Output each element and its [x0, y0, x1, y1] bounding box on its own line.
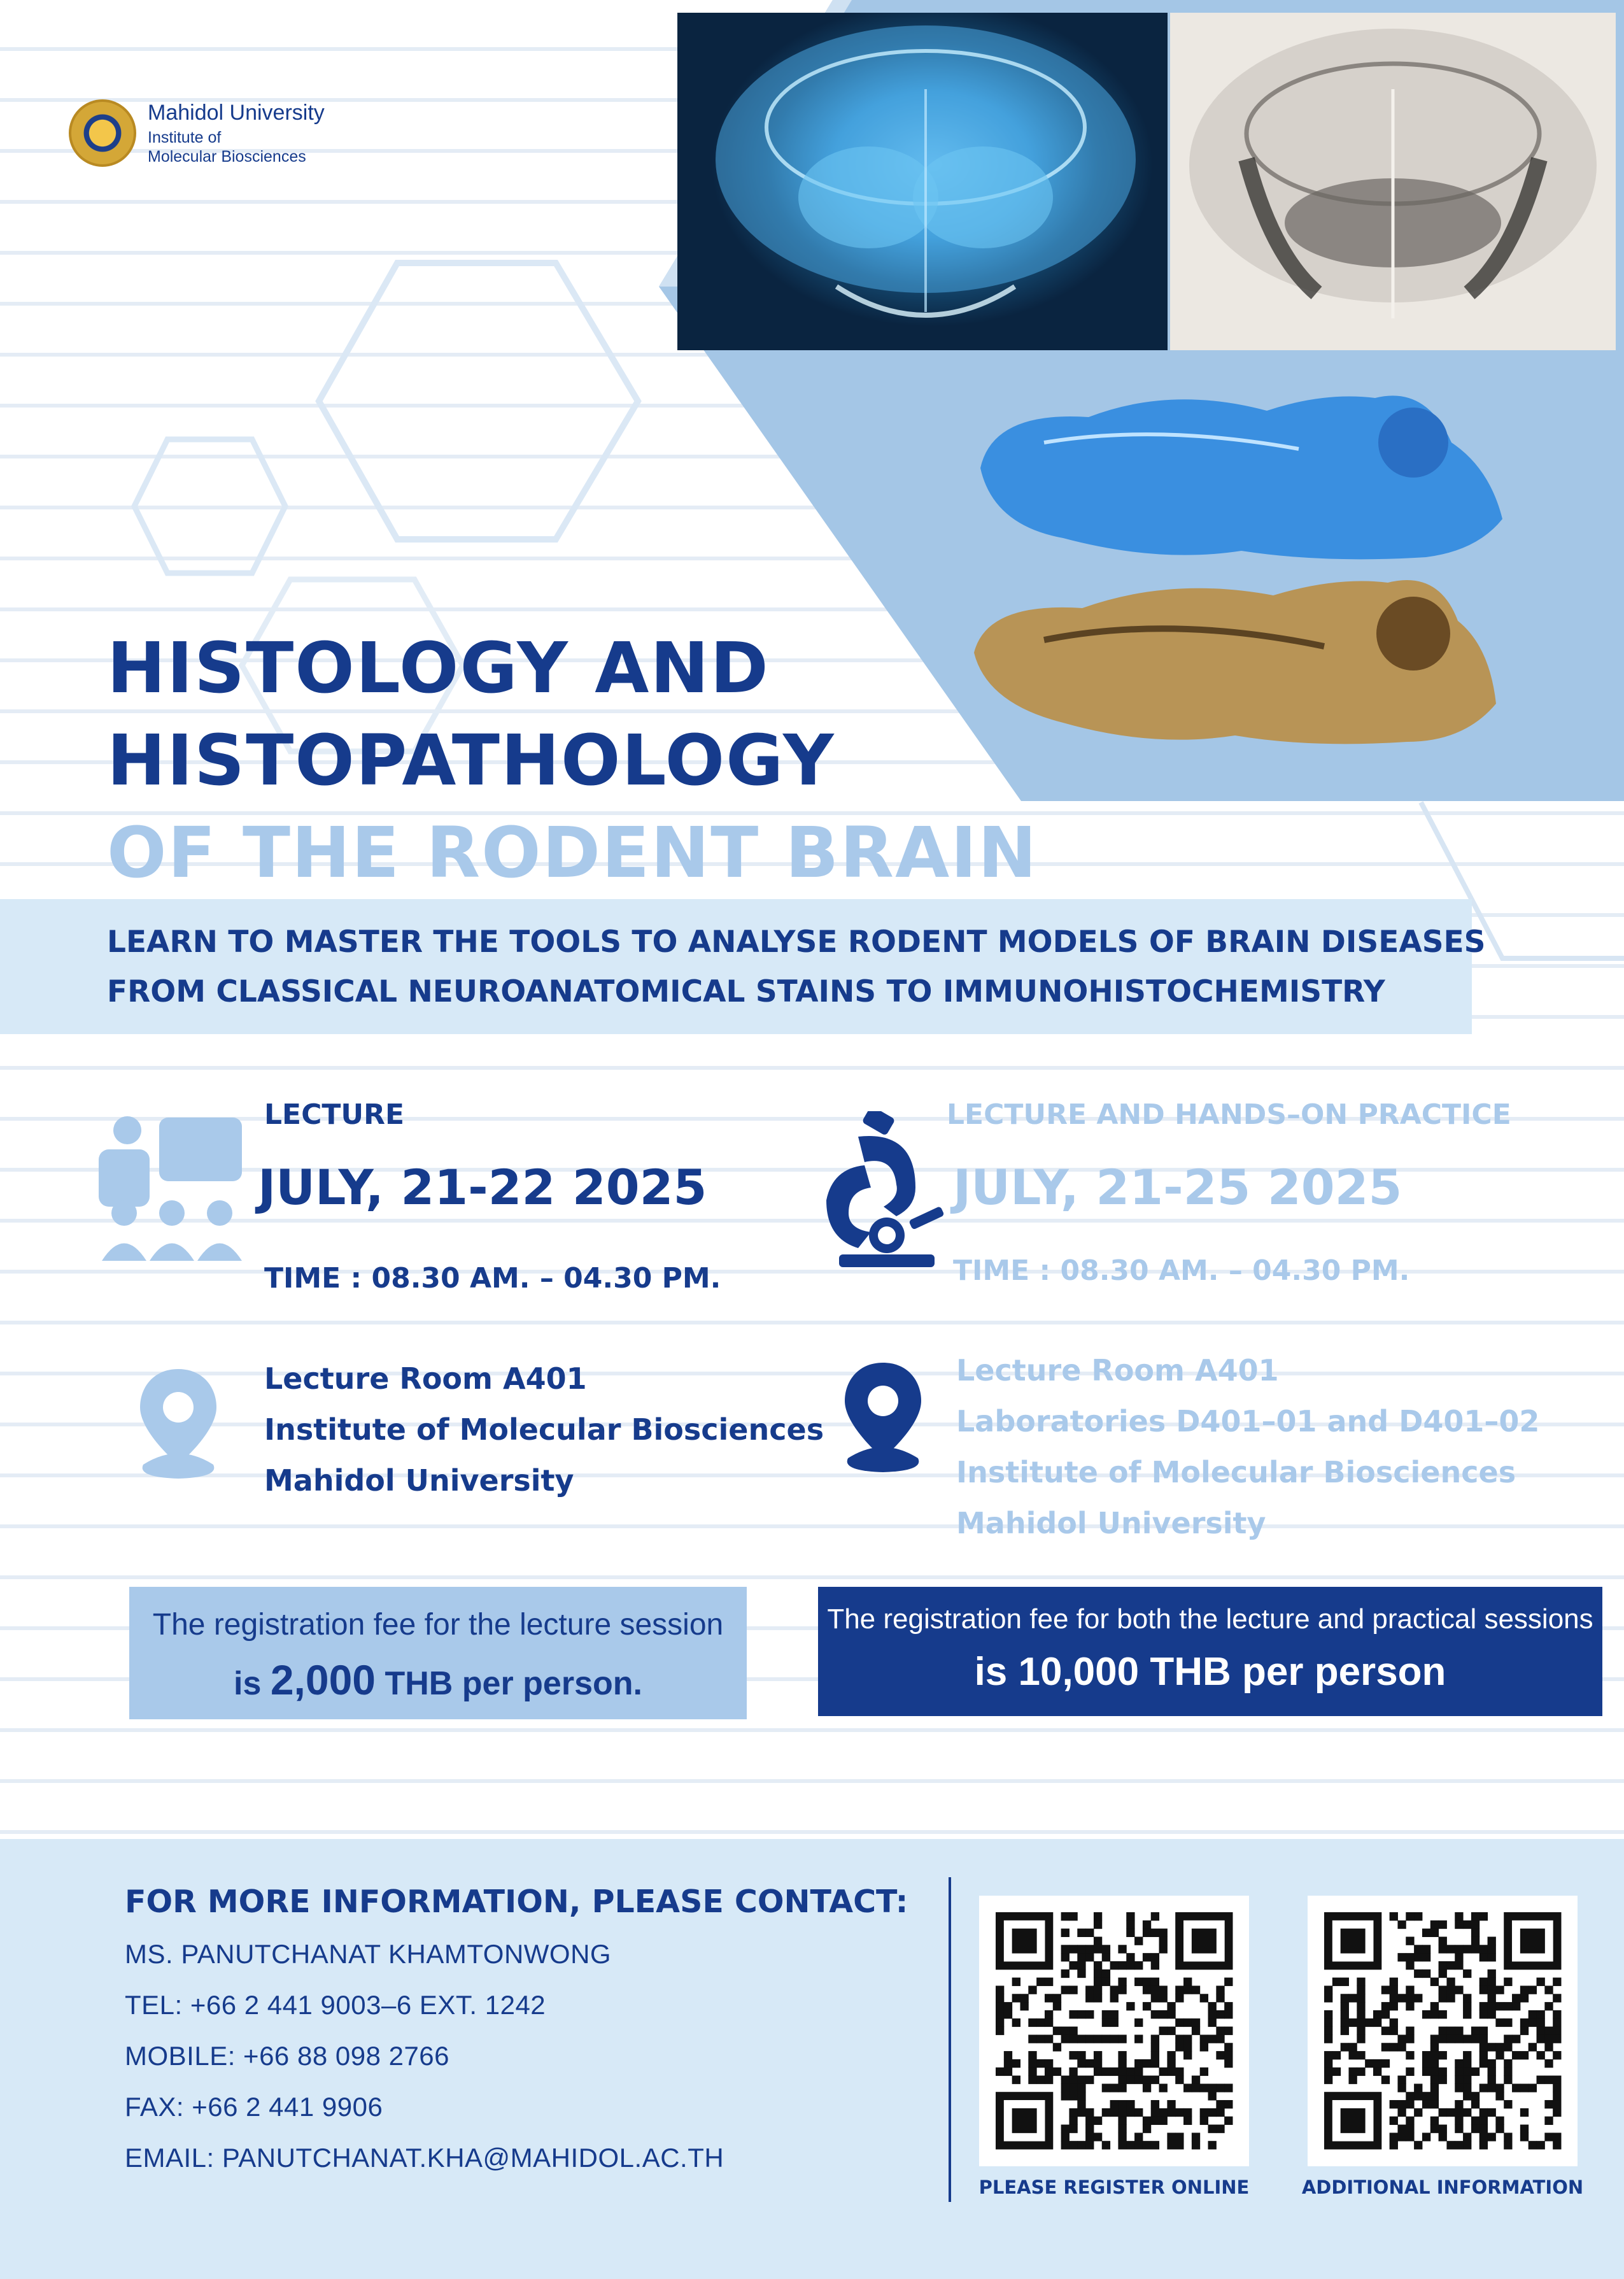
- brain-coronal-stained-image: [1170, 13, 1616, 350]
- lecture-fee-amount: 2,000: [270, 1656, 376, 1703]
- register-qr-caption: PLEASE REGISTER ONLINE: [978, 2176, 1250, 2198]
- practice-location-line: Mahidol University: [956, 1506, 1266, 1540]
- lecture-fee-box: [129, 1587, 747, 1719]
- brain-coronal-fluorescent-image: [677, 13, 1168, 350]
- location-pin-icon: [131, 1369, 226, 1480]
- contact-mobile: MOBILE: +66 88 098 2766: [125, 2041, 450, 2071]
- lecture-location-line: Mahidol University: [264, 1463, 574, 1498]
- contact-email: EMAIL: PANUTCHANAT.KHA@MAHIDOL.AC.TH: [125, 2143, 724, 2173]
- contact-title: FOR MORE INFORMATION, PLEASE CONTACT:: [125, 1884, 908, 1920]
- contact-divider: [949, 1877, 951, 2202]
- lecture-session-date: JULY, 21-22 2025: [258, 1159, 707, 1216]
- practice-session-date: JULY, 21-25 2025: [953, 1159, 1402, 1216]
- contact-name: MS. PANUTCHANAT KHAMTONWONG: [125, 1939, 612, 1969]
- logo-institute-line1: Institute of: [148, 129, 222, 146]
- practice-location-line: Institute of Molecular Biosciences: [956, 1455, 1516, 1489]
- subtitle-line1: LEARN TO MASTER THE TOOLS TO ANALYSE RODENT MODELS OF BRAIN DISEASES: [107, 925, 1486, 960]
- lecture-location-line: Lecture Room A401: [264, 1361, 587, 1396]
- practice-location-line: Laboratories D401–01 and D401–02: [956, 1404, 1540, 1438]
- lecture-fee-suffix: THB per person.: [385, 1665, 642, 1702]
- lecture-fee-amount-line: [129, 1656, 747, 1704]
- presentation-audience-icon: [99, 1111, 245, 1264]
- info-qr-caption: ADDITIONAL INFORMATION: [1301, 2176, 1584, 2198]
- full-fee-description: The registration fee for both the lecture and practical sessions: [827, 1603, 1593, 1635]
- hexagon-outline-large: [319, 263, 638, 539]
- logo-institute-line2: Molecular Biosciences: [148, 148, 306, 166]
- qr-pattern: [1308, 1896, 1578, 2166]
- practice-location-line: Lecture Room A401: [956, 1353, 1279, 1388]
- lecture-session-time: TIME : 08.30 AM. – 04.30 PM.: [264, 1262, 721, 1295]
- contact-fax: FAX: +66 2 441 9906: [125, 2092, 383, 2122]
- logo-university-name: Mahidol University: [148, 101, 325, 125]
- contact-tel: TEL: +66 2 441 9003–6 EXT. 1242: [125, 1990, 546, 2020]
- full-fee-box: [818, 1587, 1602, 1716]
- practice-session-label: LECTURE AND HANDS–ON PRACTICE: [947, 1098, 1511, 1131]
- subtitle-band: [0, 899, 1472, 1034]
- lecture-session-label: LECTURE: [264, 1098, 405, 1131]
- subtitle-line2: FROM CLASSICAL NEUROANATOMICAL STAINS TO IMMUNOHISTOCHEMISTRY: [107, 974, 1385, 1009]
- register-qr-code[interactable]: [979, 1896, 1249, 2166]
- lecture-location-line: Institute of Molecular Biosciences: [264, 1412, 824, 1447]
- hexagon-outline-small: [134, 439, 285, 573]
- info-qr-code[interactable]: [1308, 1896, 1578, 2166]
- title-line3: OF THE RODENT BRAIN: [107, 812, 1038, 893]
- lecture-fee-prefix: is: [234, 1665, 262, 1702]
- practice-session-time: TIME : 08.30 AM. – 04.30 PM.: [953, 1254, 1410, 1287]
- title-line2: HISTOPATHOLOGY: [107, 720, 835, 801]
- title-line1: HISTOLOGY AND: [107, 627, 770, 709]
- full-fee-amount: is 10,000 THB per person: [974, 1650, 1446, 1694]
- brain-sagittal-images: [968, 373, 1515, 786]
- university-seal-icon: [69, 99, 136, 167]
- qr-pattern: [979, 1896, 1249, 2166]
- location-pin-icon: [835, 1363, 931, 1474]
- lecture-fee-description: The registration fee for the lecture session: [152, 1608, 724, 1642]
- microscope-icon: [820, 1111, 947, 1267]
